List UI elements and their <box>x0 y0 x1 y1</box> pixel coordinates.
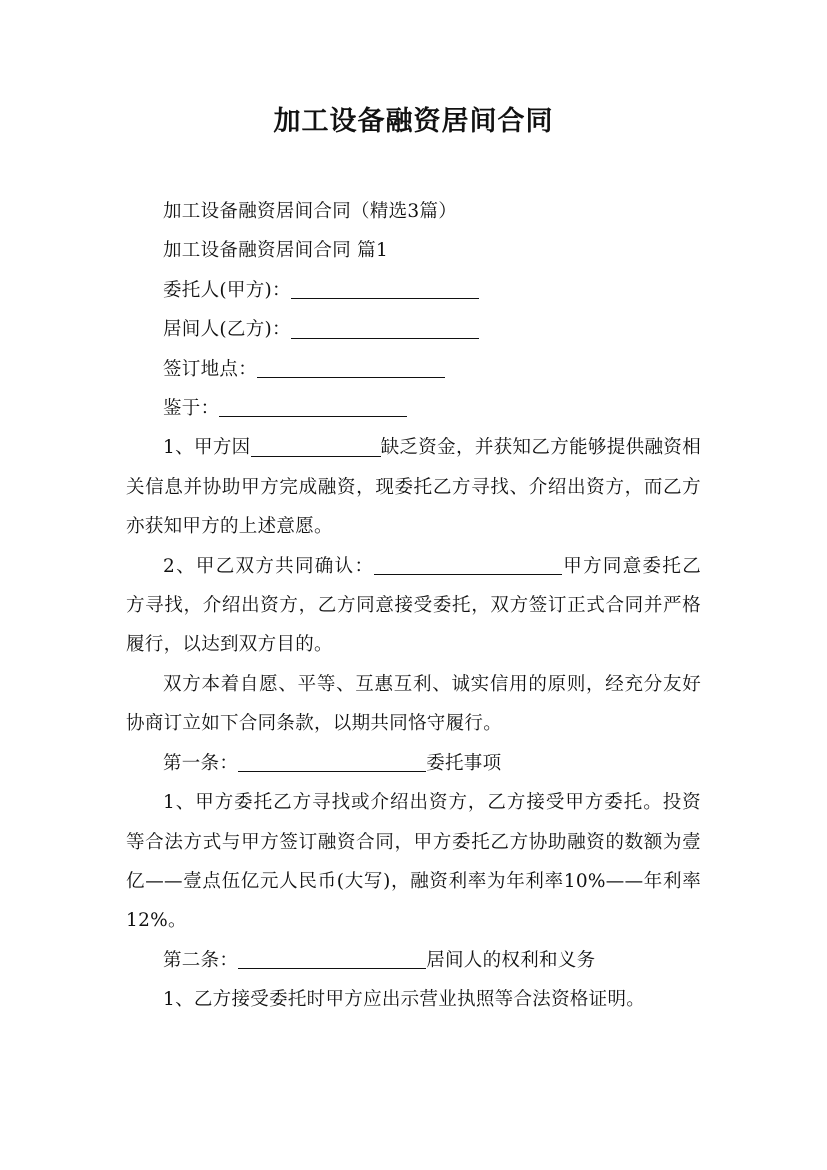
place-field <box>126 350 701 389</box>
article-1-heading: 第一条： 委托事项 <box>126 744 701 783</box>
client-field <box>126 271 701 310</box>
article-2-item-1: 1、乙方接受委托时甲方应出示营业执照等合法资格证明。 <box>163 989 646 1011</box>
whereas-blank <box>219 396 407 417</box>
broker-blank <box>291 317 479 338</box>
whereas-item-2: 2、甲乙双方共同确认： 甲方同意委托乙方寻找，介绍出资方，乙方同意接受委托，双方签订正式合同并严格履行，以达到双方目的。 <box>126 547 701 665</box>
place-label: 签订地点： <box>163 358 258 380</box>
item1-blank <box>251 435 381 456</box>
client-label: 委托人(甲方)： <box>163 279 291 301</box>
principles-paragraph: 双方本着自愿、平等、互惠互利、诚实信用的原则，经充分友好协商订立如下合同条款，以期共同恪守履行。 <box>126 673 701 735</box>
whereas-item-1: 1、甲方因 缺乏资金，并获知乙方能够提供融资相关信息并协助甲方完成融资，现委托乙方寻找、介绍出资方，而乙方亦获知甲方的上述意愿。 <box>126 428 701 546</box>
article-1-item-1: 1、甲方委托乙方寻找或介绍出资方，乙方接受甲方委托。投资等合法方式与甲方签订融资合同，甲方委托乙方协助融资的数额为壹亿——壹点伍亿元人民币(大写)，融资利率为年利率10%——年利率12%。 <box>126 792 701 932</box>
article1-blank <box>238 751 426 772</box>
client-blank <box>291 278 479 299</box>
article2-blank <box>238 948 426 969</box>
document-subtitle: 加工设备融资居间合同（精选3篇） <box>163 201 458 222</box>
part-heading: 加工设备融资居间合同 篇1 <box>163 240 389 262</box>
whereas-field <box>126 389 701 428</box>
article-2-heading: 第二条： 居间人的权利和义务 <box>126 941 701 980</box>
broker-label: 居间人(乙方)： <box>163 319 291 341</box>
whereas-label: 鉴于： <box>163 398 220 420</box>
place-blank <box>257 357 445 378</box>
item2-blank <box>374 554 562 575</box>
document-body <box>126 192 701 1020</box>
document-title: 加工设备融资居间合同 <box>273 106 554 137</box>
broker-field <box>126 310 701 349</box>
